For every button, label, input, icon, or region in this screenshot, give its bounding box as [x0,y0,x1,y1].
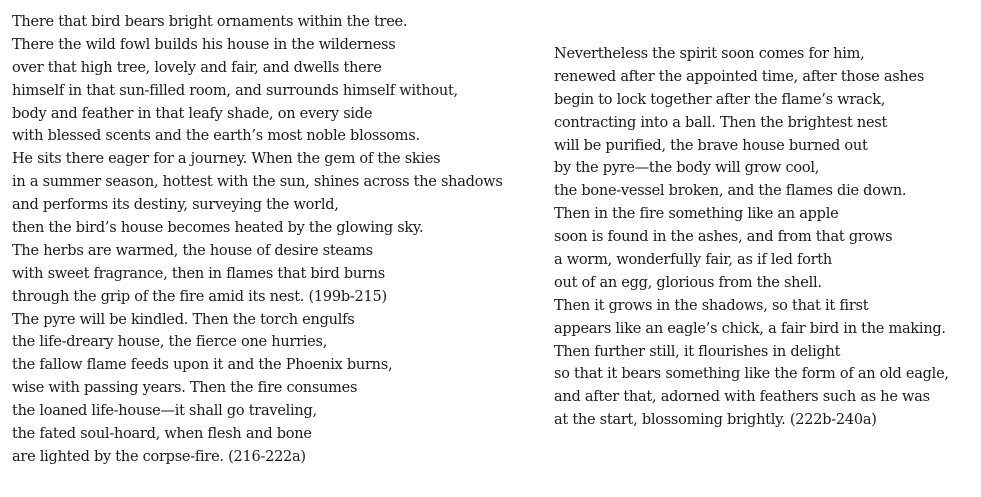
poem-line: with blessed scents and the earth’s most noble blossoms. [12,128,420,145]
poem-line: Nevertheless the spirit soon comes for him, [554,46,865,62]
poem-line: so that it bears something like the form of an old eagle, [554,366,949,383]
poem-line: and performs its destiny, surveying the world, [12,197,339,214]
poem-line: himself in that sun-filled room, and surrounds himself without, [12,82,458,99]
poem-line: He sits there eager for a journey. When the gem of the skies [12,151,441,168]
poem-line: appears like an eagle’s chick, a fair bird in the making. [554,320,946,337]
poem-line: Then further still, it flourishes in delight [554,343,841,360]
poem-line: renewed after the appointed time, after those ashes [554,68,925,85]
poem-line: wise with passing years. Then the fire consumes [12,380,358,397]
poem-line: contracting into a ball. Then the brightest nest [554,114,888,131]
poem-line: over that high tree, lovely and fair, and dwells there [12,59,382,76]
poem-line: the fallow flame feeds upon it and the Phoenix burns, [12,357,393,374]
poem-line: then the bird’s house becomes heated by the glowing sky. [12,220,424,237]
poem-line: There the wild fowl builds his house in the wilderness [12,36,396,53]
poem-line: are lighted by the corpse-fire. (216-222a) [12,448,306,465]
poem-line: and after that, adorned with feathers such as he was [554,389,930,406]
poem-line: There that bird bears bright ornaments within the tree. [12,14,408,30]
poem-line: the life-dreary house, the fierce one hurries, [12,334,328,351]
left-column-passage [12,11,503,469]
poem-line: through the grip of the fire amid its nest. (199b-215) [12,288,387,305]
poem-line: Then in the fire something like an apple [554,206,839,223]
poem-line: The pyre will be kindled. Then the torch engulfs [12,311,355,328]
poem-line: in a summer season, hottest with the sun, shines across the shadows [12,174,503,191]
poem-line: The herbs are warmed, the house of desire steams [12,242,373,259]
poem-line: by the pyre—the body will grow cool, [554,160,820,177]
poem-line: Then it grows in the shadows, so that it first [554,297,869,314]
poem-line: the loaned life-house—it shall go traveling, [12,403,317,420]
poem-line: out of an egg, glorious from the shell. [554,274,822,291]
poem-line: at the start, blossoming brightly. (222b-240a) [554,412,877,429]
poem-line: with sweet fragrance, then in flames that bird burns [12,265,385,282]
poem-line: soon is found in the ashes, and from that grows [554,229,893,246]
poem-line: body and feather in that leafy shade, on every side [12,105,373,122]
poem-line: begin to lock together after the flame’s wrack, [554,91,886,108]
right-column-passage [554,43,949,432]
poem-line: the fated soul-hoard, when flesh and bone [12,426,312,443]
poem-line: will be purified, the brave house burned out [554,137,868,154]
poem-line: the bone-vessel broken, and the flames die down. [554,183,907,200]
poem-line: a worm, wonderfully fair, as if led forth [554,252,832,269]
